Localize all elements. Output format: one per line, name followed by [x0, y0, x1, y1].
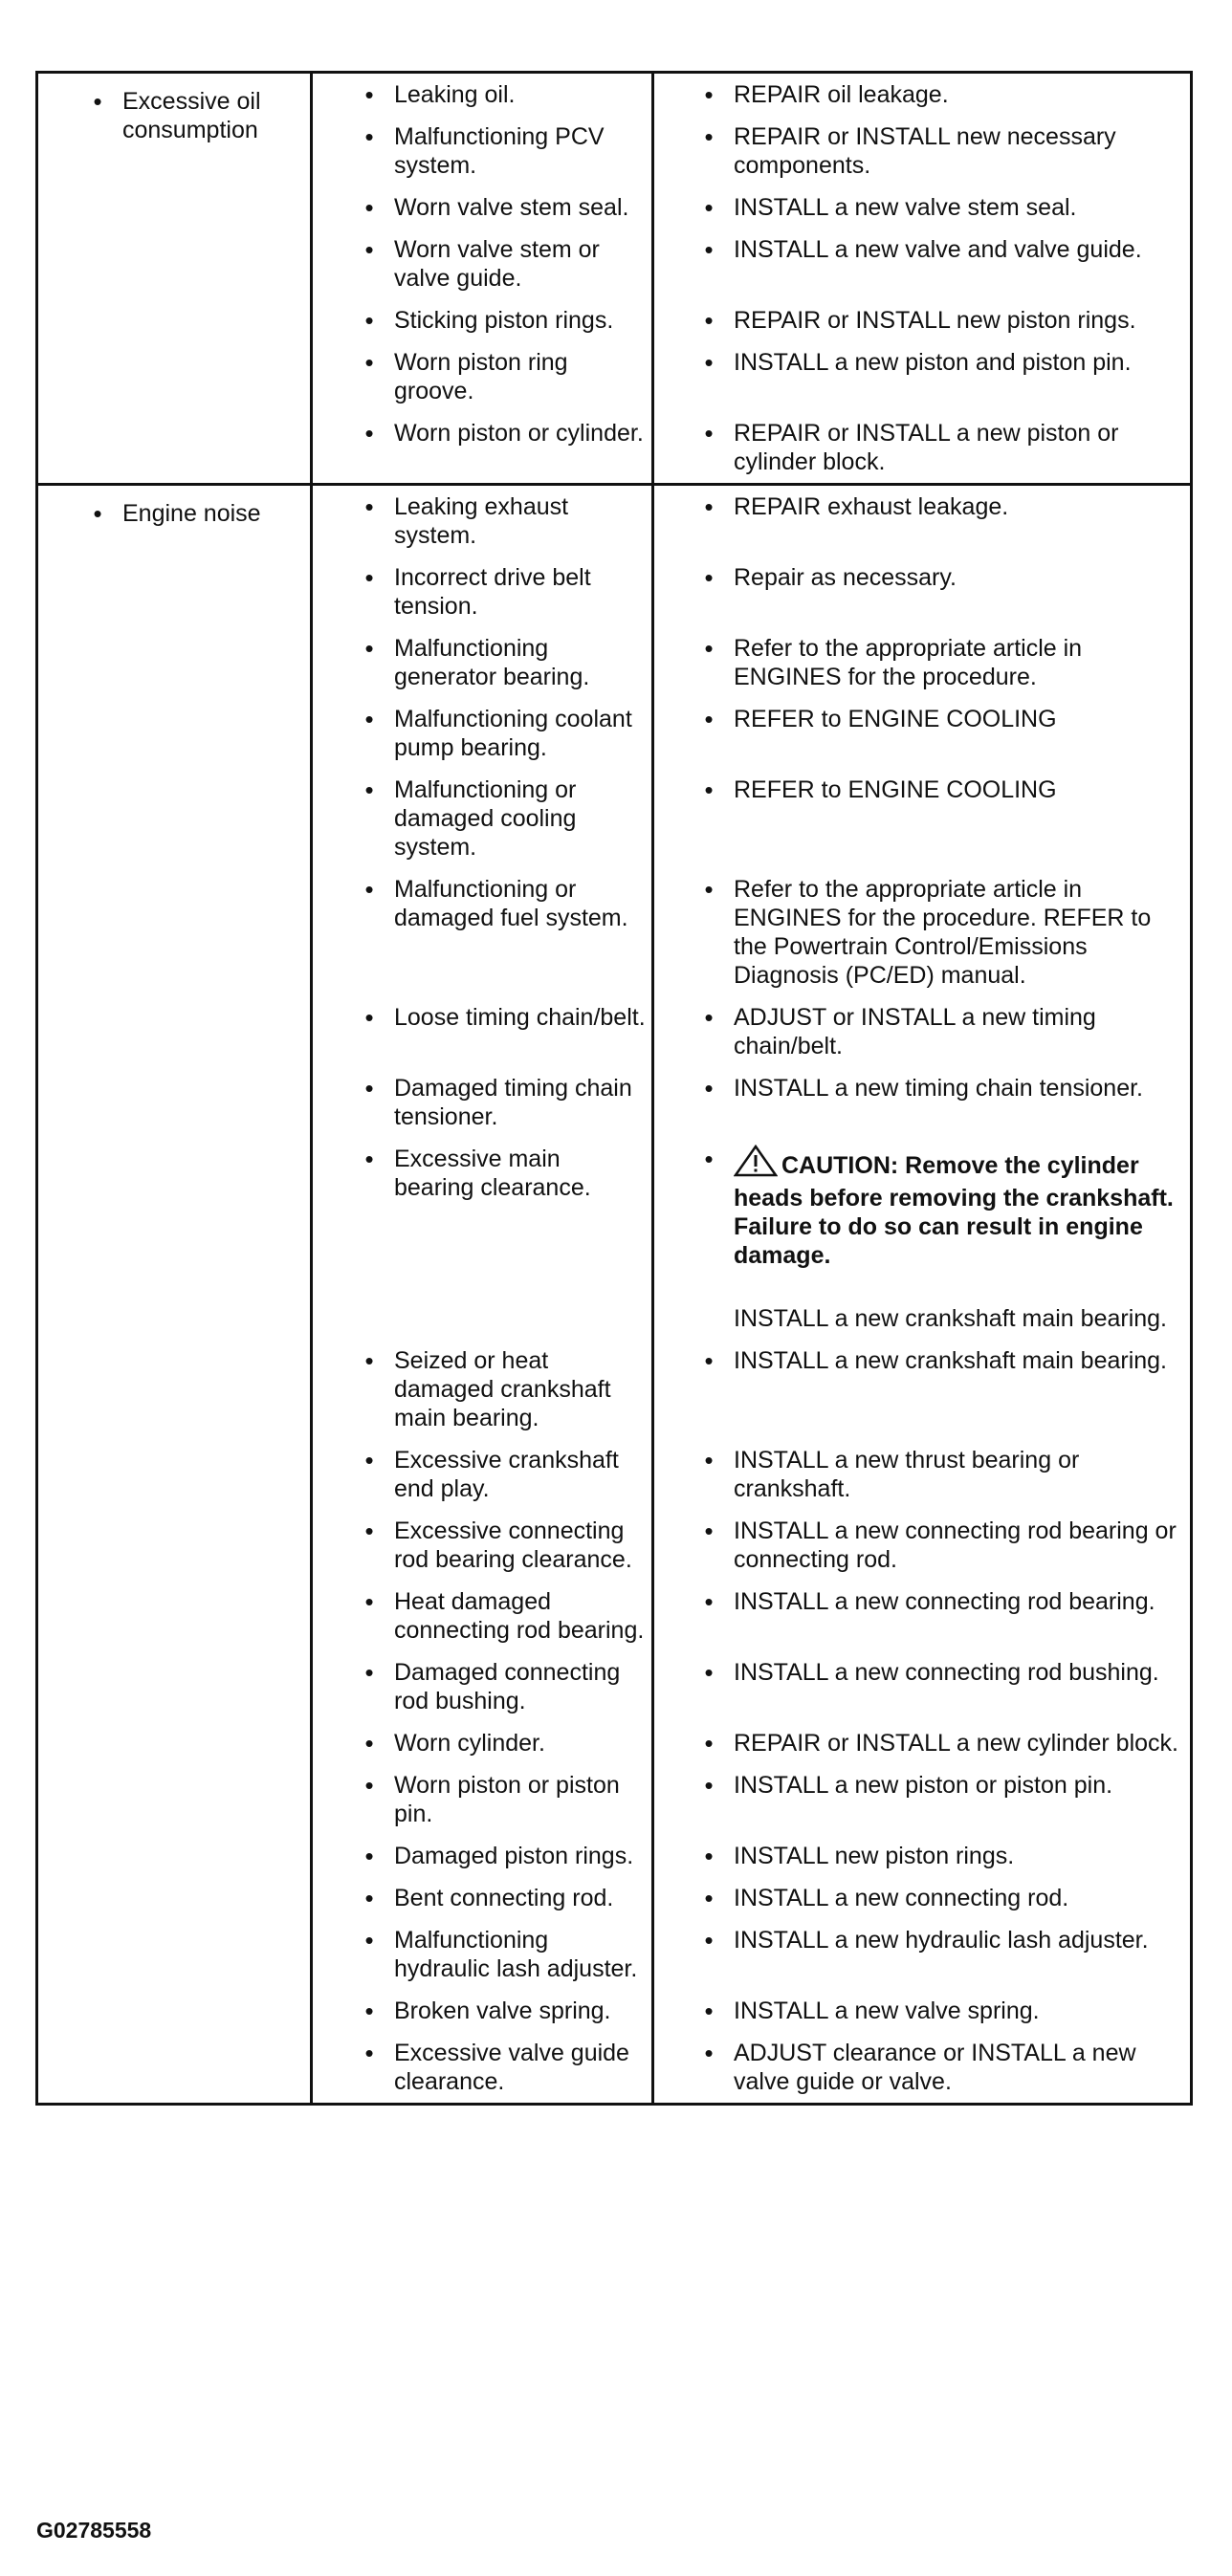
action-cell — [654, 74, 1190, 116]
bullet-icon: • — [364, 492, 374, 521]
action-cell — [654, 116, 1190, 186]
bullet-icon: • — [364, 1145, 374, 1173]
cause-text: Worn piston or piston pin. — [394, 1772, 620, 1827]
bullet-icon: • — [704, 705, 714, 733]
cause — [313, 1835, 651, 1877]
bullet-icon: • — [364, 80, 374, 109]
cause — [313, 341, 651, 412]
action — [654, 627, 1190, 698]
action-text: INSTALL a new piston and piston pin. — [734, 349, 1132, 376]
action — [654, 116, 1190, 186]
cause-cell — [313, 341, 654, 412]
action-text: INSTALL a new valve spring. — [734, 1997, 1040, 2024]
action-text: Refer to the appropriate article in ENGINES for the procedure. REFER to the Powertrain Control/Emissions Diagnosis (PC/ED) manual. — [734, 876, 1152, 989]
action-cell — [654, 1651, 1190, 1722]
table-group — [38, 486, 1190, 2103]
diagnosis-table — [35, 71, 1193, 2106]
cause — [313, 1764, 651, 1835]
table-row — [313, 486, 1190, 557]
cause-text: Excessive valve guide clearance. — [394, 2040, 629, 2095]
bullet-icon: • — [364, 875, 374, 904]
cause — [313, 186, 651, 229]
bullet-icon: • — [364, 2039, 374, 2067]
table-row — [313, 1877, 1190, 1919]
cause — [313, 1722, 651, 1764]
bullet-icon: • — [364, 348, 374, 377]
table-row — [313, 769, 1190, 868]
action — [654, 1651, 1190, 1693]
cause — [313, 1340, 651, 1439]
action-text: REPAIR or INSTALL a new cylinder block. — [734, 1730, 1178, 1757]
bullet-icon: • — [364, 1003, 374, 1032]
table-row — [313, 74, 1190, 116]
action-cell — [654, 229, 1190, 299]
bullet-icon: • — [704, 1003, 714, 1032]
action — [654, 1067, 1190, 1109]
action-cell — [654, 186, 1190, 229]
bullet-icon: • — [704, 1926, 714, 1954]
table-row — [313, 229, 1190, 299]
bullet-icon: • — [364, 193, 374, 222]
action-text: REPAIR or INSTALL a new piston or cylinder block. — [734, 420, 1119, 475]
action-text: REFER to ENGINE COOLING — [734, 776, 1057, 803]
action-text: Refer to the appropriate article in ENGINES for the procedure. — [734, 635, 1083, 690]
cause-text: Worn valve stem or valve guide. — [394, 236, 600, 292]
bullet-icon: • — [704, 193, 714, 222]
cause-text: Malfunctioning PCV system. — [394, 123, 605, 179]
cause-text: Damaged timing chain tensioner. — [394, 1075, 632, 1130]
cause-cell — [313, 186, 654, 229]
action-text: INSTALL a new valve and valve guide. — [734, 236, 1142, 263]
cause-cell — [313, 116, 654, 186]
cause-action-rows — [313, 486, 1190, 2103]
bullet-icon: • — [93, 499, 102, 528]
action-cell — [654, 1877, 1190, 1919]
action-cell — [654, 557, 1190, 627]
symptom-text: Excessive oil consumption — [122, 88, 261, 143]
action — [654, 1340, 1190, 1382]
table-row — [313, 186, 1190, 229]
bullet-icon: • — [704, 1587, 714, 1616]
bullet-icon: • — [364, 1926, 374, 1954]
bullet-icon: • — [704, 634, 714, 663]
document-id: G02785558 — [36, 2518, 152, 2543]
bullet-icon: • — [704, 775, 714, 804]
action-cell — [654, 996, 1190, 1067]
action-cell — [654, 698, 1190, 769]
bullet-icon: • — [704, 2039, 714, 2067]
action-text: INSTALL a new connecting rod bearing. — [734, 1588, 1155, 1615]
action — [654, 996, 1190, 1067]
cause — [313, 996, 651, 1038]
cause — [313, 486, 651, 557]
action-text: INSTALL a new thrust bearing or crankshaft. — [734, 1447, 1080, 1502]
cause-cell — [313, 1835, 654, 1877]
cause-text: Malfunctioning hydraulic lash adjuster. — [394, 1927, 638, 1982]
action — [654, 1510, 1190, 1581]
cause-cell — [313, 486, 654, 557]
table-row — [313, 1138, 1190, 1340]
bullet-icon: • — [364, 1517, 374, 1545]
bullet-icon: • — [704, 1771, 714, 1800]
action-text: ADJUST or INSTALL a new timing chain/belt. — [734, 1004, 1096, 1059]
cause-text: Sticking piston rings. — [394, 307, 614, 334]
table-group — [38, 74, 1190, 486]
table-row — [313, 1439, 1190, 1510]
action-cell — [654, 1340, 1190, 1439]
action-cell — [654, 2032, 1190, 2103]
action-cell — [654, 627, 1190, 698]
action-text: INSTALL a new connecting rod bushing. — [734, 1659, 1159, 1686]
cause-text: Worn cylinder. — [394, 1730, 545, 1757]
bullet-icon: • — [364, 705, 374, 733]
bullet-icon: • — [704, 1729, 714, 1757]
action-cell — [654, 1510, 1190, 1581]
bullet-icon: • — [364, 1074, 374, 1102]
bullet-icon: • — [704, 1997, 714, 2025]
cause-text: Damaged connecting rod bushing. — [394, 1659, 621, 1714]
cause-text: Incorrect drive belt tension. — [394, 564, 591, 620]
action-text: REPAIR or INSTALL new piston rings. — [734, 307, 1136, 334]
table-row — [313, 1835, 1190, 1877]
bullet-icon: • — [704, 563, 714, 592]
bullet-icon: • — [364, 1729, 374, 1757]
bullet-icon: • — [704, 1842, 714, 1870]
cause — [313, 1651, 651, 1722]
action — [654, 557, 1190, 599]
action-cell — [654, 868, 1190, 996]
warning-triangle-icon — [734, 1145, 778, 1184]
cause-cell — [313, 557, 654, 627]
bullet-icon: • — [364, 563, 374, 592]
cause — [313, 1439, 651, 1510]
cause-cell — [313, 412, 654, 483]
symptom — [38, 499, 310, 535]
bullet-icon: • — [364, 1884, 374, 1912]
action-cell — [654, 1919, 1190, 1990]
action-cell — [654, 341, 1190, 412]
table-row — [313, 2032, 1190, 2103]
table-row — [313, 1510, 1190, 1581]
action — [654, 412, 1190, 483]
cause-cell — [313, 627, 654, 698]
cause-text: Seized or heat damaged crankshaft main bearing. — [394, 1347, 611, 1431]
action — [654, 1581, 1190, 1623]
table-row — [313, 412, 1190, 483]
cause-cell — [313, 229, 654, 299]
cause-cell — [313, 698, 654, 769]
symptom-cell — [38, 486, 313, 2103]
cause-cell — [313, 1651, 654, 1722]
cause-text: Loose timing chain/belt. — [394, 1004, 646, 1031]
bullet-icon: • — [364, 775, 374, 804]
bullet-icon: • — [704, 1517, 714, 1545]
bullet-icon: • — [364, 634, 374, 663]
cause — [313, 1581, 651, 1651]
action — [654, 1722, 1190, 1764]
caution-note — [734, 1145, 1182, 1270]
cause-cell — [313, 996, 654, 1067]
cause-text: Malfunctioning coolant pump bearing. — [394, 706, 632, 761]
bullet-icon: • — [364, 306, 374, 335]
cause-text: Malfunctioning or damaged cooling system. — [394, 776, 577, 861]
action — [654, 1835, 1190, 1877]
cause — [313, 698, 651, 769]
cause-cell — [313, 1138, 654, 1340]
action-text — [722, 1145, 1182, 1333]
bullet-icon: • — [364, 122, 374, 151]
bullet-icon: • — [704, 419, 714, 448]
action — [654, 341, 1190, 383]
action — [654, 769, 1190, 811]
bullet-icon: • — [704, 875, 714, 904]
bullet-icon: • — [704, 1658, 714, 1687]
bullet-icon: • — [364, 1842, 374, 1870]
table-row — [313, 996, 1190, 1067]
action-text: INSTALL a new valve stem seal. — [734, 194, 1077, 221]
cause-cell — [313, 2032, 654, 2103]
table-row — [313, 299, 1190, 341]
cause-text: Malfunctioning generator bearing. — [394, 635, 590, 690]
action-text: REPAIR or INSTALL new necessary components. — [734, 123, 1116, 179]
symptom-text: Engine noise — [122, 500, 261, 527]
table-row — [313, 1067, 1190, 1138]
cause — [313, 868, 651, 939]
cause-cell — [313, 769, 654, 868]
action-cell — [654, 299, 1190, 341]
caution-text: CAUTION: Remove the cylinder heads before removing the crankshaft. Failure to do so can result in engine damage. — [734, 1152, 1174, 1269]
cause-text: Excessive main bearing clearance. — [394, 1146, 591, 1201]
action — [654, 1439, 1190, 1510]
cause-cell — [313, 1067, 654, 1138]
action-cell — [654, 412, 1190, 483]
bullet-icon: • — [704, 122, 714, 151]
action-text: INSTALL a new piston or piston pin. — [734, 1772, 1113, 1799]
action — [654, 1138, 1190, 1340]
table-row — [313, 1990, 1190, 2032]
cause — [313, 1990, 651, 2032]
table-row — [313, 557, 1190, 627]
action-cell — [654, 486, 1190, 557]
action-text: INSTALL a new timing chain tensioner. — [734, 1075, 1144, 1102]
bullet-icon: • — [364, 1997, 374, 2025]
cause — [313, 229, 651, 299]
action-text: INSTALL a new connecting rod bearing or connecting rod. — [734, 1517, 1177, 1573]
action — [654, 1764, 1190, 1806]
action — [654, 229, 1190, 271]
bullet-icon: • — [364, 1446, 374, 1474]
bullet-icon: • — [364, 1771, 374, 1800]
bullet-icon: • — [704, 1446, 714, 1474]
cause-text: Heat damaged connecting rod bearing. — [394, 1588, 645, 1644]
action-text: REFER to ENGINE COOLING — [734, 706, 1057, 732]
action — [654, 74, 1190, 116]
table-row — [313, 868, 1190, 996]
action-text: REPAIR oil leakage. — [734, 81, 949, 108]
cause-cell — [313, 1722, 654, 1764]
table-row — [313, 1581, 1190, 1651]
action — [654, 868, 1190, 996]
table-row — [313, 341, 1190, 412]
action-text: INSTALL a new connecting rod. — [734, 1885, 1069, 1911]
cause — [313, 299, 651, 341]
table-row — [313, 627, 1190, 698]
action-cell — [654, 1138, 1190, 1340]
action-text: ADJUST clearance or INSTALL a new valve guide or valve. — [734, 2040, 1136, 2095]
cause — [313, 74, 651, 116]
action — [654, 1919, 1190, 1961]
table-row — [313, 116, 1190, 186]
bullet-icon: • — [364, 1658, 374, 1687]
action-text: Repair as necessary. — [734, 564, 957, 591]
cause-cell — [313, 1510, 654, 1581]
action-text: INSTALL a new hydraulic lash adjuster. — [734, 1927, 1149, 1954]
action-cell — [654, 1835, 1190, 1877]
action-cell — [654, 1439, 1190, 1510]
cause-text: Leaking exhaust system. — [394, 493, 569, 549]
cause-text: Leaking oil. — [394, 81, 516, 108]
cause-text: Malfunctioning or damaged fuel system. — [394, 876, 628, 931]
cause-cell — [313, 868, 654, 996]
cause — [313, 1138, 651, 1209]
cause — [313, 1877, 651, 1919]
bullet-icon: • — [364, 235, 374, 264]
cause-cell — [313, 1581, 654, 1651]
cause-text: Damaged piston rings. — [394, 1843, 634, 1869]
cause-text: Excessive crankshaft end play. — [394, 1447, 619, 1502]
cause-text: Broken valve spring. — [394, 1997, 611, 2024]
bullet-icon: • — [364, 419, 374, 448]
bullet-icon: • — [704, 1346, 714, 1375]
bullet-icon: • — [704, 306, 714, 335]
action — [654, 486, 1190, 528]
bullet-icon: • — [704, 492, 714, 521]
table-row — [313, 1651, 1190, 1722]
table-row — [313, 1764, 1190, 1835]
cause-cell — [313, 1990, 654, 2032]
action — [654, 698, 1190, 740]
cause-text: Excessive connecting rod bearing clearance. — [394, 1517, 632, 1573]
cause — [313, 2032, 651, 2103]
cause-cell — [313, 1919, 654, 1990]
cause — [313, 1919, 651, 1990]
action-cell — [654, 769, 1190, 868]
symptom-cell — [38, 74, 313, 483]
action — [654, 1990, 1190, 2032]
cause-cell — [313, 1340, 654, 1439]
cause — [313, 1067, 651, 1138]
cause-text: Worn piston or cylinder. — [394, 420, 644, 447]
table-row — [313, 1919, 1190, 1990]
action — [654, 299, 1190, 341]
cause-cell — [313, 299, 654, 341]
cause-cell — [313, 1439, 654, 1510]
bullet-icon: • — [704, 1074, 714, 1102]
action — [654, 1877, 1190, 1919]
cause — [313, 1510, 651, 1581]
action-instruction: INSTALL a new crankshaft main bearing. — [734, 1305, 1168, 1332]
bullet-icon: • — [704, 1145, 714, 1173]
table-row — [313, 698, 1190, 769]
action-text: INSTALL new piston rings. — [734, 1843, 1015, 1869]
action-cell — [654, 1581, 1190, 1651]
cause — [313, 627, 651, 698]
action-cell — [654, 1764, 1190, 1835]
cause-cell — [313, 1764, 654, 1835]
action-cell — [654, 1067, 1190, 1138]
cause-action-rows — [313, 74, 1190, 483]
cause-cell — [313, 1877, 654, 1919]
bullet-icon: • — [704, 348, 714, 377]
cause-text: Bent connecting rod. — [394, 1885, 614, 1911]
cause — [313, 557, 651, 627]
action-cell — [654, 1722, 1190, 1764]
action — [654, 2032, 1190, 2103]
bullet-icon: • — [704, 235, 714, 264]
cause — [313, 769, 651, 868]
table-row — [313, 1722, 1190, 1764]
cause-cell — [313, 74, 654, 116]
bullet-icon: • — [93, 87, 102, 116]
cause-text: Worn valve stem seal. — [394, 194, 629, 221]
action-text: REPAIR exhaust leakage. — [734, 493, 1009, 520]
action-cell — [654, 1990, 1190, 2032]
bullet-icon: • — [704, 1884, 714, 1912]
bullet-icon: • — [704, 80, 714, 109]
action — [654, 186, 1190, 229]
bullet-icon: • — [364, 1346, 374, 1375]
symptom — [38, 87, 310, 151]
cause — [313, 412, 651, 454]
table-row — [313, 1340, 1190, 1439]
action-text: INSTALL a new crankshaft main bearing. — [734, 1347, 1168, 1374]
bullet-icon: • — [364, 1587, 374, 1616]
cause — [313, 116, 651, 186]
cause-text: Worn piston ring groove. — [394, 349, 568, 404]
